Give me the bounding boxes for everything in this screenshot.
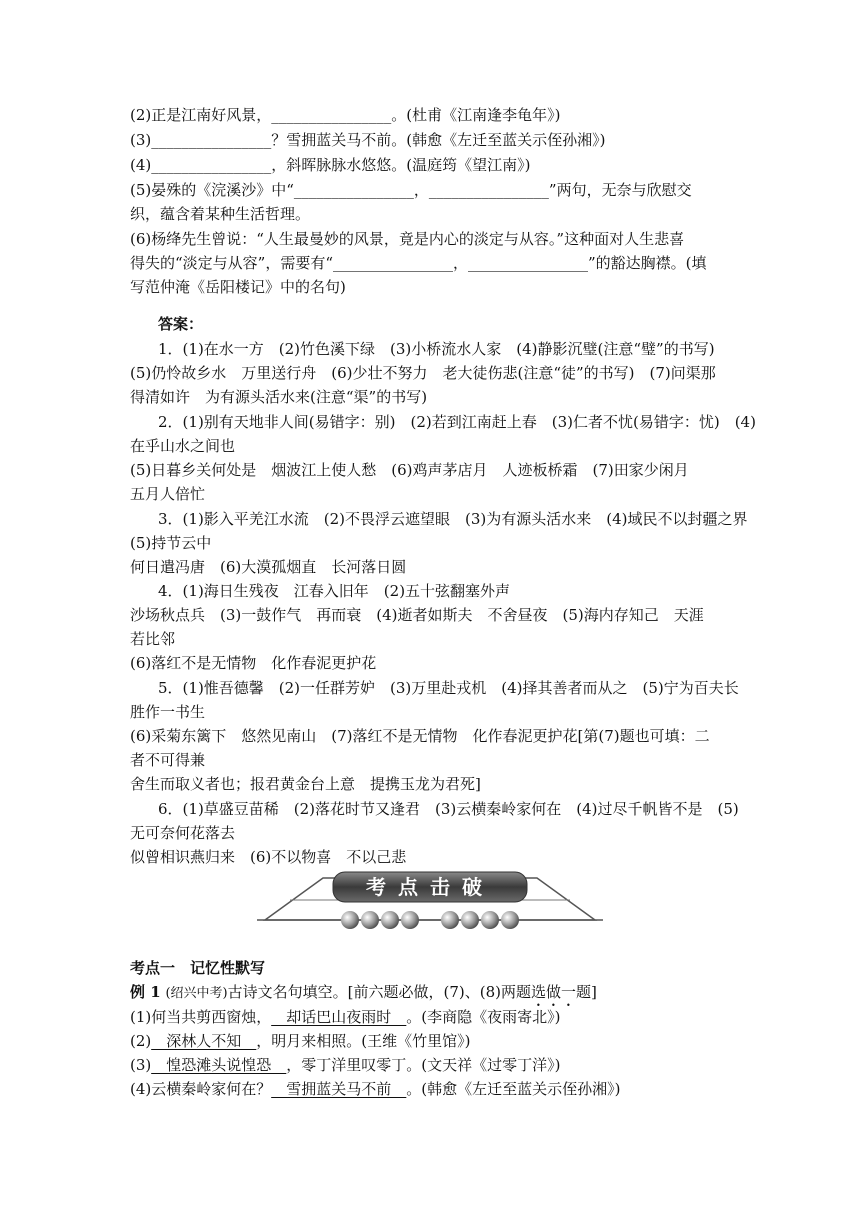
item-prefix: (2)	[130, 1032, 152, 1050]
answer-line: (6)采菊东篱下 悠然见南山 (7)落红不是无情物 化作春泥更护花[第(7)题也可填：二	[130, 727, 710, 745]
answer-line: (6)落红不是无情物 化作春泥更护花	[130, 654, 377, 672]
answer-line: 1．(1)在水一方 (2)竹色溪下绿 (3)小桥流水人家 (4)静影沉璧(注意“璧”的书写)	[158, 340, 715, 358]
example-text-a: 古诗文名句填空。[前六题必做，(7)、(8)两题	[227, 983, 531, 1001]
example-text-b: 题]	[575, 983, 597, 1001]
answer-line: 2．(1)别有天地非人间(易错字：别) (2)若到江南赶上春 (3)仁者不忧(易错字：忧) (4)	[158, 413, 756, 431]
answer-line: (5)仍怜故乡水 万里送行舟 (6)少壮不努力 老大徒伤悲(注意“徒”的书写) (7)问渠那	[130, 364, 716, 382]
exercise-q6-line2: 得失的“淡定与从容”，需要有“________________，________________”的豁达胸襟。(填	[130, 254, 707, 272]
fill-in-item	[0, 1079, 860, 1099]
exercise-q4: (4)________________，斜晖脉脉水悠悠。(温庭筠《望江南》)	[130, 156, 531, 174]
answer-line: 胜作一书生	[130, 703, 206, 721]
fill-in-item	[0, 1031, 860, 1051]
exercise-q3: (3)________________？雪拥蓝关马不前。(韩愈《左迁至蓝关示侄孙湘》)	[130, 131, 606, 149]
answer-line: (5)持节云中	[130, 534, 212, 552]
item-prefix: (1)何当共剪西窗烛，	[130, 1008, 272, 1026]
answer-line: 舍生而取义者也；报君黄金台上意 提携玉龙为君死]	[130, 775, 481, 793]
banner-title: 考点击破	[366, 875, 494, 899]
exercise-q5-line2: 织，蕴含着某种生活哲理。	[130, 205, 311, 223]
answer-line: 五月人倍忙	[130, 485, 206, 503]
answer-line: 3．(1)影入平羌江水流 (2)不畏浮云遮望眼 (3)为有源头活水来 (4)域民不以封疆之界	[158, 510, 748, 528]
exercise-q6-line3: 写范仲淹《岳阳楼记》中的名句)	[130, 278, 346, 296]
answer-line: 5．(1)惟吾德馨 (2)一任群芳妒 (3)万里赴戎机 (4)择其善者而从之 (5)宁为百夫长	[158, 679, 739, 697]
item-suffix: ，明月来相照。(王维《竹里馆》)	[256, 1032, 471, 1050]
exercise-q2: (2)正是江南好风景，________________。(杜甫《江南逢李龟年》)	[130, 106, 561, 124]
answer-line: 何日遣冯唐 (6)大漠孤烟直 长河落日圆	[130, 558, 407, 576]
item-prefix: (4)云横秦岭家何在？	[130, 1080, 272, 1098]
section-title: 考点一 记忆性默写	[130, 959, 266, 977]
item-answer: __深林人不知__	[151, 1032, 257, 1050]
fill-in-item	[0, 1007, 860, 1027]
example-text-emphasis: 选做一	[530, 983, 576, 1001]
example-line	[0, 982, 860, 1010]
exercise-q6-line1: (6)杨绛先生曾说：“人生最曼妙的风景，竟是内心的淡定与从容。”这种面对人生悲喜	[130, 230, 685, 248]
answer-line: 似曾相识燕归来 (6)不以物喜 不以己悲	[130, 848, 407, 866]
item-suffix: 。(韩愈《左迁至蓝关示侄孙湘》)	[406, 1080, 621, 1098]
item-suffix: 。(李商隐《夜雨寄北》)	[406, 1008, 561, 1026]
answer-line: 在乎山水之间也	[130, 437, 236, 455]
item-suffix: ，零丁洋里叹零丁。(文天祥《过零丁洋》)	[286, 1056, 561, 1074]
example-source: (绍兴中考)	[165, 986, 228, 1001]
answer-line: 4．(1)海日生残夜 江春入旧年 (2)五十弦翻塞外声	[158, 582, 511, 600]
item-answer: __却话巴山夜雨时__	[271, 1008, 407, 1026]
answer-line: 无可奈何花落去	[130, 824, 236, 842]
answer-line: 得清如许 为有源头活水来(注意“渠”的书写)	[130, 388, 428, 406]
exercise-q5-line1: (5)晏殊的《浣溪沙》中“________________，________________”两句，无奈与欣慰交	[130, 181, 692, 199]
answer-line: 若比邻	[130, 630, 176, 648]
answer-line: 者不可得兼	[130, 751, 206, 769]
answer-line: 6．(1)草盛豆苗稀 (2)落花时节又逢君 (3)云横秦岭家何在 (4)过尽千帆皆不是 (5)	[158, 800, 739, 818]
answers-heading: 答案：	[158, 315, 204, 333]
item-prefix: (3)	[130, 1056, 152, 1074]
answer-line: 沙场秋点兵 (3)一鼓作气 再而衰 (4)逝者如斯夫 不舍昼夜 (5)海内存知己 天涯	[130, 606, 704, 624]
item-answer: __雪拥蓝关马不前__	[271, 1080, 407, 1098]
item-answer: __惶恐滩头说惶恐__	[151, 1056, 287, 1074]
fill-in-item	[0, 1055, 860, 1075]
answer-line: (5)日暮乡关何处是 烟波江上使人愁 (6)鸡声茅店月 人迹板桥霜 (7)田家少闲月	[130, 461, 689, 479]
example-label: 例 1	[130, 983, 161, 1001]
